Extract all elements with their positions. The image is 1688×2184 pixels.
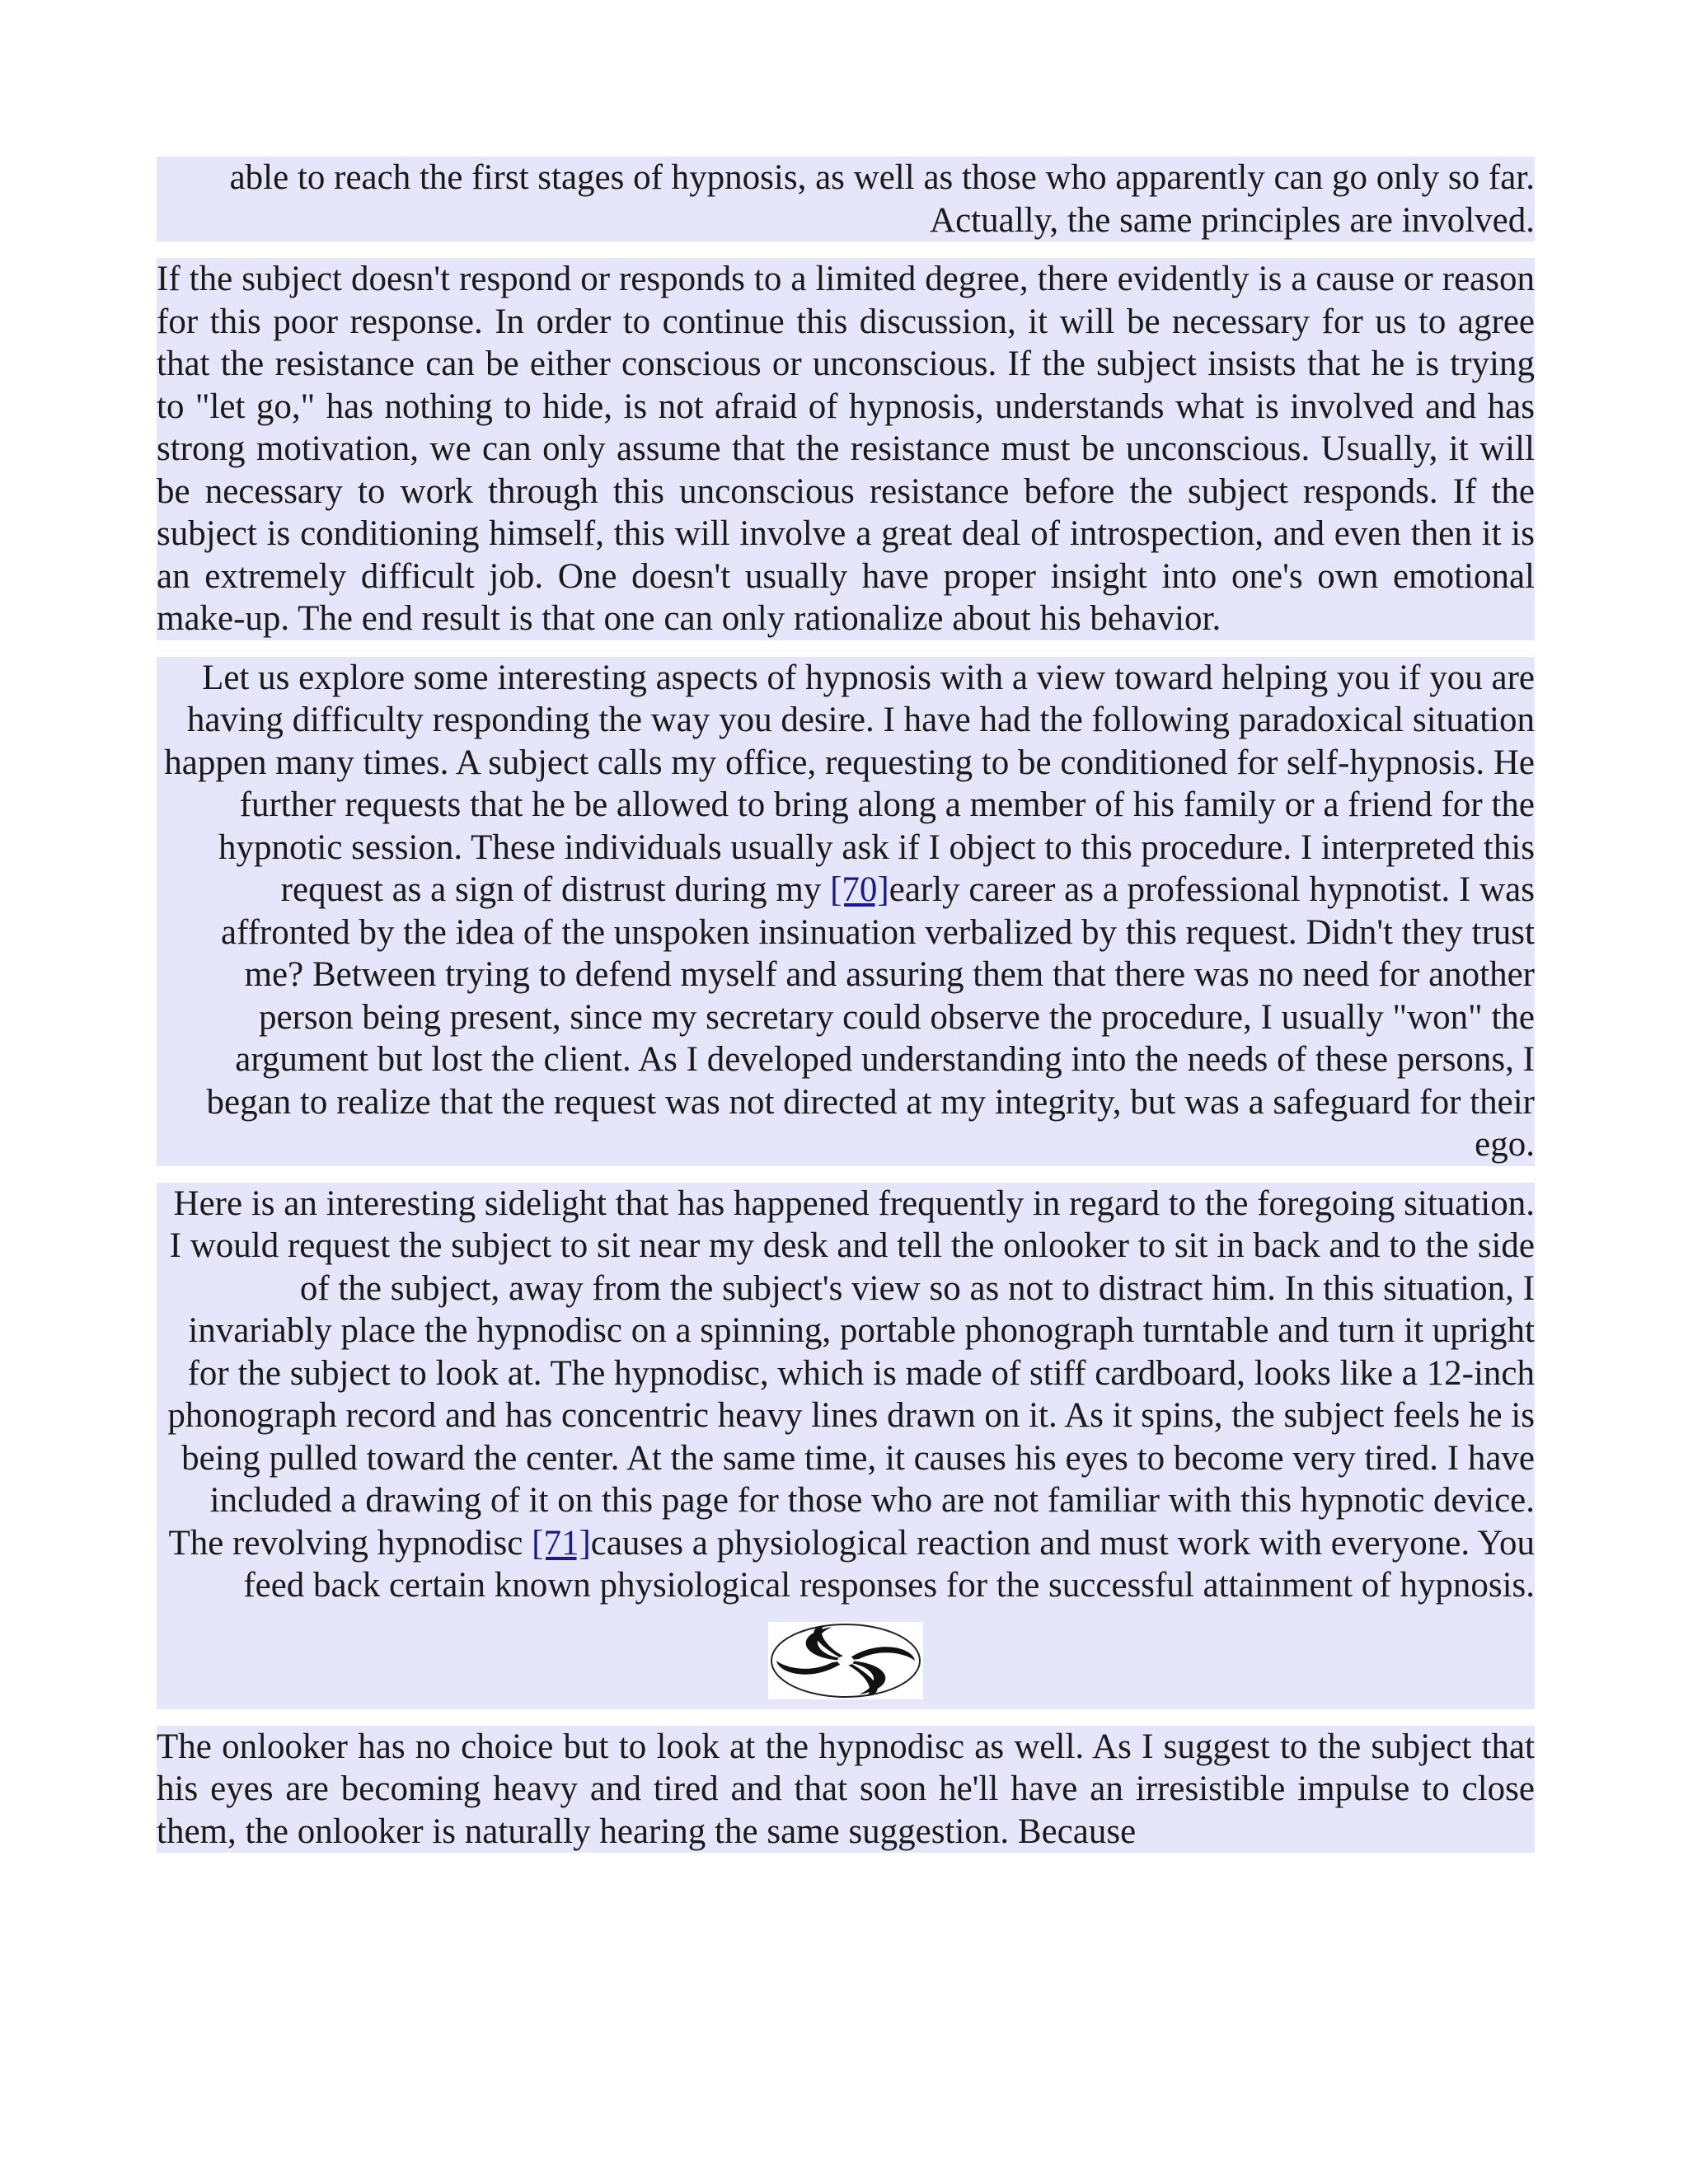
footnote-link-70[interactable]: [70]: [830, 870, 889, 909]
paragraph-hypnodisc: [157, 1183, 1535, 1607]
paragraph-text: The onlooker has no choice but to look at the hypnodisc as well. As I suggest to the subject that his eyes are becoming heavy and tired and that soon he'll have an irresistible impulse to close them, the onlooker is naturally hearing the same suggestion. Because: [157, 1727, 1535, 1851]
paragraph-continuation: [157, 157, 1535, 241]
paragraph-text: causes a physiological reaction and must work with everyone. You feed back certain known physiological responses for the successful attainment of hypnosis.: [243, 1523, 1535, 1605]
document-page: [157, 157, 1535, 1853]
paragraph-resistance: [157, 258, 1535, 640]
paragraph-onlooker-request: [157, 657, 1535, 1166]
figure-container: [157, 1607, 1535, 1709]
paragraph-text: Here is an interesting sidelight that has happened frequently in regard to the foregoing situation. I would request the subject to sit near my desk and tell the onlooker to sit in back and to the side of the subject, away from the subject's view so as not to distract him. In this situation, I invariably place the hypnodisc on a spinning, portable phonograph turntable and turn it upright for the subject to look at. The hypnodisc, which is made of stiff cardboard, looks like a 12-inch phonograph record and has concentric heavy lines drawn on it. As it spins, the subject feels he is being pulled toward the center. At the same time, it causes his eyes to become very tired. I have included a drawing of it on this page for those who are not familiar with this hypnotic device. The revolving hypnodisc: [167, 1183, 1535, 1563]
paragraph-text: If the subject doesn't respond or responds to a limited degree, there evidently is a cause or reason for this poor response. In order to continue this discussion, it will be necessary for us to agree that the resistance can be either conscious or unconscious. If the subject insists that he is trying to "let go," has nothing to hide, is not afraid of hypnosis, understands what is involved and has strong motivation, we can only assume that the resistance must be unconscious. Usually, it will be necessary to work through this unconscious resistance before the subject responds. If the subject is conditioning himself, this will involve a great deal of introspection, and even then it is an extremely difficult job. One doesn't usually have proper insight into one's own emotional make-up. The end result is that one can only rationalize about his behavior.: [157, 260, 1535, 638]
paragraph-onlooker-effect: [157, 1726, 1535, 1854]
paragraph-text: Let us explore some interesting aspects of hypnosis with a view toward helping you if you are having difficulty responding the way you desire. I have had the following paradoxical situation happen many times. A subject calls my office, requesting to be conditioned for self-hypnosis. He further requests that he be allowed to bring along a member of his family or a friend for the hypnotic session. These individuals usually ask if I object to this procedure. I interpreted this request as a sign of distrust during my: [164, 658, 1535, 909]
paragraph-text: able to reach the first stages of hypnosis, as well as those who apparently can go only so far. Actually, the same principles are involved.: [229, 158, 1535, 240]
paragraph-text: early career as a professional hypnotist. I was affronted by the idea of the unspoken insinuation verbalized by this request. Didn't they trust me? Between trying to defend myself and assuring them that there was no need for another person being present, since my secretary could observe the procedure, I usually "won" the argument but lost the client. As I developed understanding into the needs of these persons, I began to realize that the request was not directed at my integrity, but was a safeguard for their ego.: [206, 870, 1535, 1164]
footnote-link-71[interactable]: [71]: [532, 1523, 591, 1563]
hypnodisc-spiral-icon: [768, 1622, 923, 1699]
